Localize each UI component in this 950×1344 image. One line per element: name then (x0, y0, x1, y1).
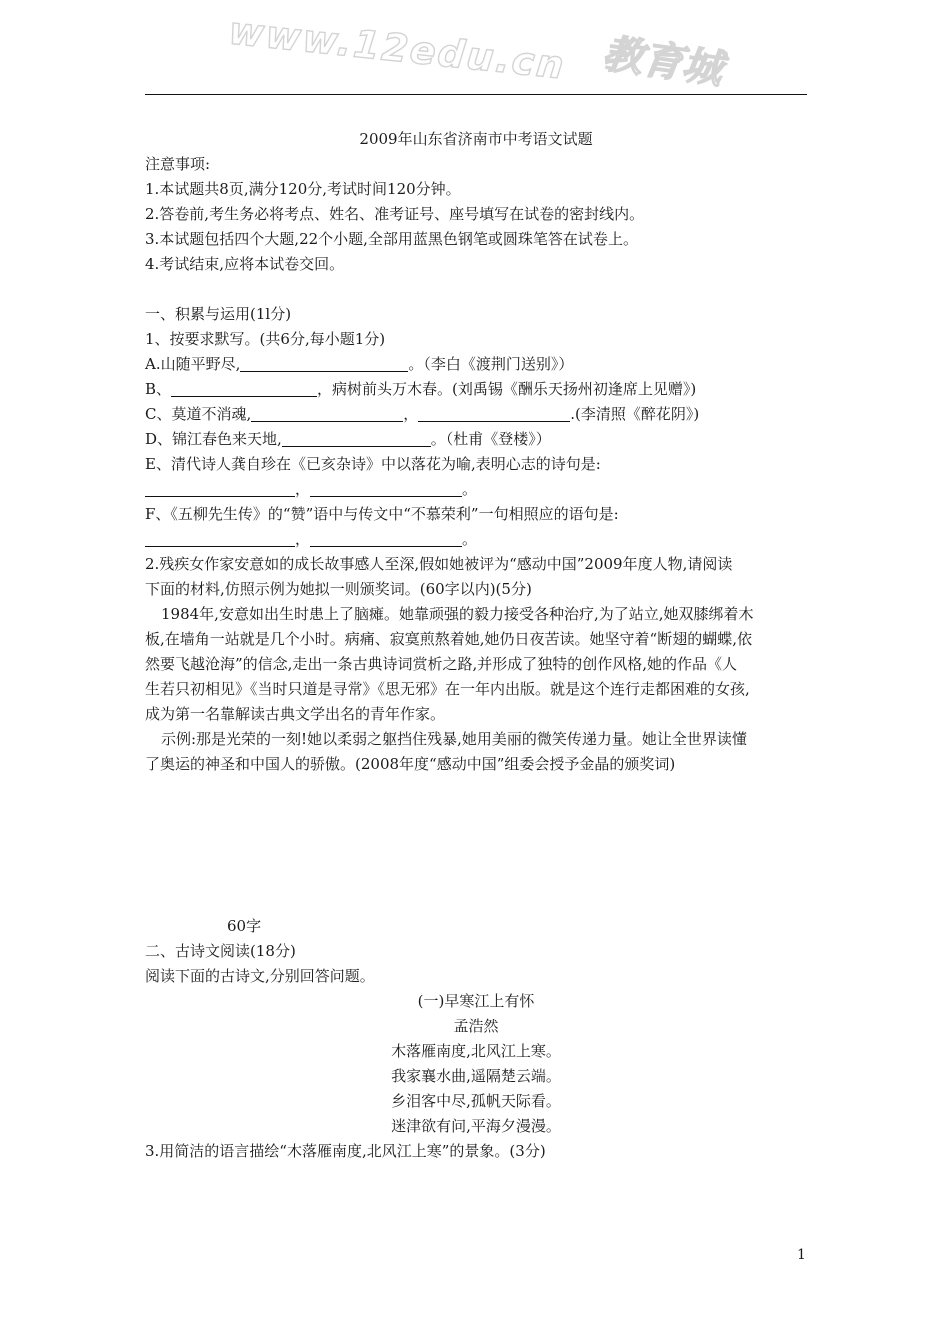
example-paragraph: 了奥运的神圣和中国人的骄傲。(2008年度“感动中国”组委会授予金晶的颁奖词) (145, 755, 676, 773)
answer-blank[interactable] (418, 406, 570, 422)
question-1b (145, 377, 807, 402)
question-1a (145, 352, 807, 377)
comma: ， (295, 480, 311, 498)
watermark (226, 8, 748, 102)
poem-line: 我家襄水曲,遥隔楚云端。 (391, 1067, 561, 1085)
comma: ， (403, 405, 419, 423)
question-1f-answer (145, 527, 807, 552)
question-1b-text: ，病树前头万木春。(刘禹锡《酬乐天扬州初逢席上见赠》) (317, 380, 697, 398)
watermark-brand: 教育城 (599, 30, 726, 94)
notice-item: 3.本试题包括四个大题,22个小题,全部用蓝黑色钢笔或圆珠笔答在试卷上。 (145, 230, 638, 248)
question-1d-source: 。（杜甫《登楼》） (430, 430, 551, 448)
question-1c-source: .(李清照《醉花阴》) (570, 405, 700, 423)
answer-blank[interactable] (171, 381, 317, 397)
section-2-heading: 二、古诗文阅读(18分) (145, 942, 296, 960)
notice-heading: 注意事项: (145, 155, 211, 173)
watermark-url: www.12edu.cn (226, 8, 568, 88)
poem-line: 迷津欲有问,平海夕漫漫。 (391, 1117, 561, 1135)
period: 。 (462, 480, 478, 498)
answer-blank[interactable] (145, 531, 295, 547)
question-1b-label: B、 (145, 380, 172, 398)
answer-blank[interactable] (282, 431, 431, 447)
question-3-prompt: 3.用简洁的语言描绘“木落雁南度,北风江上寒”的景象。(3分) (145, 1142, 546, 1160)
question-1c (145, 402, 807, 427)
material-paragraph: 然要飞越沧海”的信念,走出一条古典诗词赏析之路,并形成了独特的创作风格,她的作品《人 (145, 655, 737, 673)
exam-title: 2009年山东省济南市中考语文试题 (359, 130, 593, 148)
question-1e-prompt: E、清代诗人龚自珍在《已亥杂诗》中以落花为喻,表明心志的诗句是: (145, 455, 601, 473)
material-paragraph: 1984年,安意如出生时患上了脑瘫。她靠顽强的毅力接受各种治疗,为了站立,她双膝绑着木 (161, 605, 754, 623)
question-2-prompt: 2.残疾女作家安意如的成长故事感人至深,假如她被评为“感动中国”2009年度人物,请阅读 (145, 555, 733, 573)
poem-line: 乡泪客中尽,孤帆天际看。 (391, 1092, 561, 1110)
question-1d-text: D、锦江春色来天地, (145, 430, 282, 448)
example-paragraph: 示例:那是光荣的一刻!她以柔弱之躯挡住残暴,她用美丽的微笑传递力量。她让全世界读懂 (161, 730, 747, 748)
period: 。 (462, 530, 478, 548)
poem-title: (一)早寒江上有怀 (417, 992, 535, 1010)
spacer (145, 277, 807, 302)
notice-item: 4.考试结束,应将本试卷交回。 (145, 255, 345, 273)
question-1a-text: A.山随平野尽, (145, 355, 241, 373)
question-2-prompt: 下面的材料,仿照示例为她拟一则颁奖词。(60字以内)(5分) (145, 580, 532, 598)
poem-author: 孟浩然 (453, 1017, 499, 1035)
question-1e-answer (145, 477, 807, 502)
answer-blank[interactable] (145, 481, 295, 497)
poem-line: 木落雁南度,北风江上寒。 (391, 1042, 561, 1060)
answer-blank[interactable] (251, 406, 403, 422)
material-paragraph: 成为第一名靠解读古典文学出名的青年作家。 (145, 705, 446, 723)
question-1f-prompt: F、《五柳先生传》的“赞”语中与传文中“不慕荣利”一句相照应的语句是: (145, 505, 619, 523)
section-1-heading: 一、积累与运用(1l分) (145, 305, 292, 323)
notice-item: 2.答卷前,考生务必将考点、姓名、准考证号、座号填写在试卷的密封线内。 (145, 205, 645, 223)
notice-item: 1.本试题共8页,满分120分,考试时间120分钟。 (145, 180, 461, 198)
question-1c-text: C、莫道不消魂, (145, 405, 252, 423)
material-paragraph: 生若只初相见》《当时只道是寻常》《思无邪》在一年内出版。就是这个连行走都困难的女孩, (145, 680, 750, 698)
answer-blank[interactable] (240, 356, 408, 372)
material-paragraph: 板,在墙角一站就是几个小时。病痛、寂寞煎熬着她,她仍日夜苦读。她坚守着“断翅的蝴蝶,依 (145, 630, 752, 648)
exam-content (145, 126, 807, 1164)
question-1a-source: 。（李白《渡荆门送别》） (408, 355, 574, 373)
answer-blank[interactable] (310, 481, 462, 497)
answer-space[interactable] (145, 777, 807, 914)
section-2-instruction: 阅读下面的古诗文,分别回答问题。 (145, 967, 375, 985)
page-number: 1 (797, 1247, 806, 1263)
answer-blank[interactable] (310, 531, 462, 547)
word-limit-label: 60字 (227, 917, 262, 935)
question-1-prompt: 1、按要求默写。(共6分,每小题1分) (145, 330, 386, 348)
comma: ， (295, 530, 311, 548)
header-rule (145, 94, 807, 95)
question-1d (145, 427, 807, 452)
